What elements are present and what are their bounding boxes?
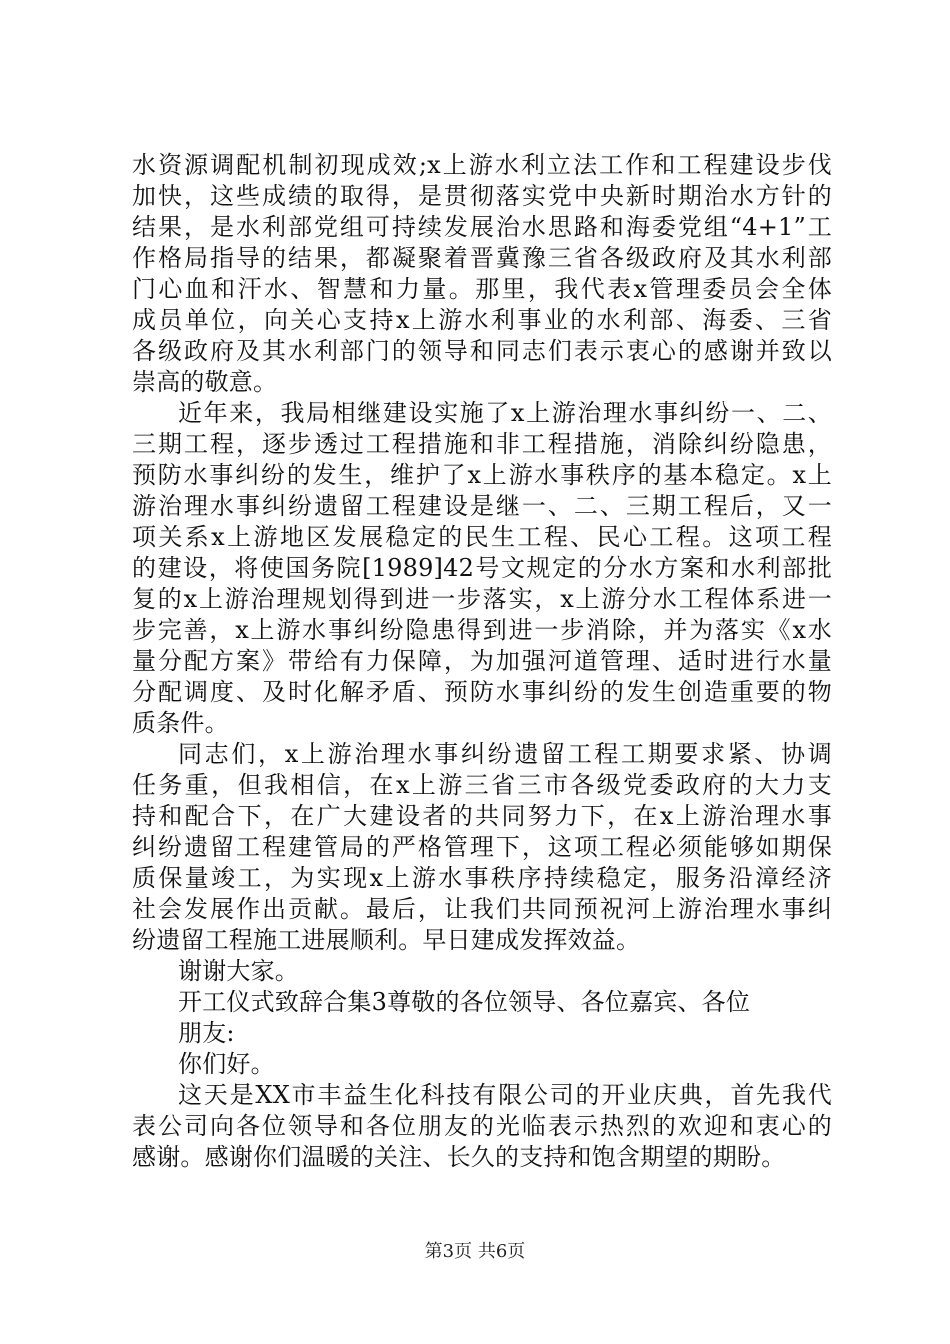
text-line: 成员单位，向关心支持x上游水利事业的水利部、海委、三省 bbox=[132, 306, 832, 334]
text-line: 结果，是水利部党组可持续发展治水思路和海委党组“4+1”工 bbox=[132, 213, 832, 241]
text-line: 纷遗留工程施工进展顺利。早日建成发挥效益。 bbox=[132, 926, 641, 954]
text-line: 项关系x上游地区发展稳定的民生工程、民心工程。这项工程 bbox=[132, 523, 832, 551]
text-line: 分配调度、及时化解矛盾、预防水事纠纷的发生创造重要的物 bbox=[132, 678, 832, 706]
text-line: 感谢。感谢你们温暖的关注、长久的支持和饱含期望的期盼。 bbox=[132, 1143, 786, 1171]
text-line: 各级政府及其水利部门的领导和同志们表示衷心的感谢并致以 bbox=[132, 337, 832, 365]
paragraph-start-line: 开工仪式致辞合集3尊敬的各位领导、各位嘉宾、各位 bbox=[178, 988, 751, 1016]
paragraph-start-line: 你们好。 bbox=[178, 1050, 275, 1078]
text-line: 三期工程，逐步透过工程措施和非工程措施，消除纠纷隐患， bbox=[132, 430, 832, 458]
text-line: 任务重，但我相信，在x上游三省三市各级党委政府的大力支 bbox=[132, 771, 832, 799]
paragraph-start-line: 近年来，我局相继建设实施了x上游治理水事纠纷一、二、 bbox=[178, 399, 832, 427]
text-line: 表公司向各位领导和各位朋友的光临表示热烈的欢迎和衷心的 bbox=[132, 1112, 832, 1140]
paragraph-start-line: 谢谢大家。 bbox=[178, 957, 299, 985]
text-line: 质保量竣工，为实现x上游水事秩序持续稳定，服务沿漳经济 bbox=[132, 864, 832, 892]
text-line: 步完善，x上游水事纠纷隐患得到进一步消除，并为落实《x水 bbox=[132, 616, 832, 644]
page-footer: 第3页 共6页 bbox=[424, 1241, 526, 1262]
text-line: 的建设，将使国务院[1989]42号文规定的分水方案和水利部批 bbox=[132, 554, 832, 582]
text-line: 水资源调配机制初现成效;x上游水利立法工作和工程建设步伐 bbox=[132, 151, 832, 179]
paragraph-start-line: 朋友: bbox=[178, 1019, 235, 1047]
text-line: 社会发展作出贡献。最后，让我们共同预祝河上游治理水事纠 bbox=[132, 895, 832, 923]
text-line: 加快，这些成绩的取得，是贯彻落实党中央新时期治水方针的 bbox=[132, 182, 832, 210]
text-line: 持和配合下，在广大建设者的共同努力下，在x上游治理水事 bbox=[132, 802, 832, 830]
paragraph-start-line: 这天是XX市丰益生化科技有限公司的开业庆典，首先我代 bbox=[178, 1081, 832, 1109]
text-line: 游治理水事纠纷遗留工程建设是继一、二、三期工程后，又一 bbox=[132, 492, 832, 520]
text-line: 复的x上游治理规划得到进一步落实，x上游分水工程体系进一 bbox=[132, 585, 832, 613]
text-line: 质条件。 bbox=[132, 709, 229, 737]
paragraph-start-line: 同志们，x上游治理水事纠纷遗留工程工期要求紧、协调 bbox=[178, 740, 832, 768]
text-line: 作格局指导的结果，都凝聚着晋冀豫三省各级政府及其水利部 bbox=[132, 244, 832, 272]
text-line: 纠纷遗留工程建管局的严格管理下，这项工程必须能够如期保 bbox=[132, 833, 832, 861]
text-line: 门心血和汗水、智慧和力量。那里，我代表x管理委员会全体 bbox=[132, 275, 832, 303]
text-line: 崇高的敬意。 bbox=[132, 368, 278, 396]
text-line: 量分配方案》带给有力保障，为加强河道管理、适时进行水量 bbox=[132, 647, 832, 675]
text-line: 预防水事纠纷的发生，维护了x上游水事秩序的基本稳定。x上 bbox=[132, 461, 832, 489]
